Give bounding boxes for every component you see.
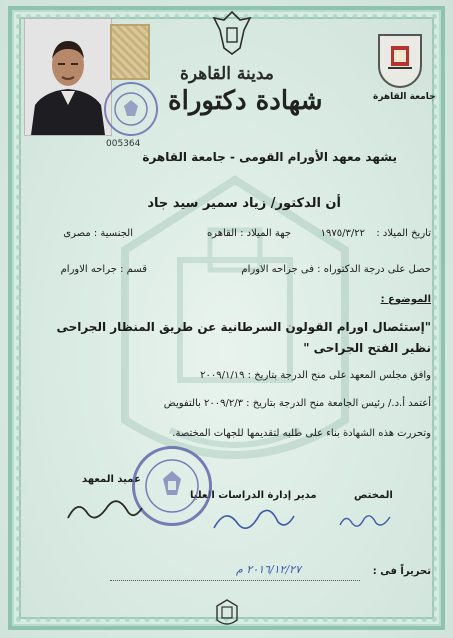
date-dotted-line <box>110 580 360 581</box>
recipient-line: أن الدكتور/ زياد سمير سيد جاد <box>147 196 341 211</box>
university-crest-icon <box>380 38 420 78</box>
signature-specialist-label: المختص <box>354 490 393 501</box>
revenue-stamp <box>110 24 150 80</box>
director-signature <box>208 500 298 540</box>
signature-dean-label: عميد المعهد <box>82 474 141 485</box>
serial-number: 005364 <box>106 139 141 149</box>
title-city: مدينة القاهرة <box>180 64 274 84</box>
place-of-birth: جهة الميلاد : القاهره <box>206 228 291 239</box>
egypt-eagle-icon <box>210 8 254 58</box>
dob-value: ١٩٧٥/٣/٢٢ <box>320 228 365 239</box>
issued-note: وتحررت هذه الشهادة بناء على طلبه لتقديمها للجهات المختصة. <box>172 428 431 439</box>
subject-line-1: "إستئصال اورام القولون السرطانية عن طريق المنظار الجراحى <box>56 320 431 334</box>
dob-label: تاريخ الميلاد : <box>376 228 431 239</box>
president-approval: أعتمد أ.د./ رئيس الجامعة منح الدرجة بتاريخ : ٢٠٠٩/٢/٣ بالتفويض <box>163 398 431 409</box>
stamp-eagle-icon <box>135 449 209 523</box>
written-date: ٢٠١٦/١٢/٢٧ م <box>236 563 301 576</box>
recipient-photo <box>24 18 112 136</box>
university-logo <box>378 34 422 88</box>
nationality: الجنسية : مصرى <box>63 228 133 239</box>
bottom-emblem-icon <box>214 598 240 628</box>
degree-line: حصل على درجة الدكتوراه : فى جراحه الاورام <box>241 264 431 275</box>
subject-label: الموضوع : <box>380 294 431 305</box>
council-approval: وافق مجلس المعهد على منح الدرجة بتاريخ : ٢٠٠٩/١/١٩ <box>200 370 431 381</box>
portrait-icon <box>25 19 111 135</box>
university-logo-caption: جامعة القاهرة <box>373 92 436 102</box>
photo-seal-stamp <box>104 82 158 136</box>
dean-signature <box>64 488 144 528</box>
signature-director-label: مدير إدارة الدراسات العليا <box>190 490 317 501</box>
header-line: يشهد معهد الأورام القومى - جامعة القاهرة <box>142 150 397 164</box>
eagle-emblem-icon <box>108 86 154 132</box>
written-label: تحريراً فى : <box>372 566 431 577</box>
certificate-title: شهادة دكتوراة <box>168 86 323 116</box>
official-round-stamp <box>132 446 212 526</box>
specialist-signature <box>336 505 396 535</box>
department-line: قسم : جراحه الاورام <box>60 264 147 275</box>
subject-line-2: نظير الفتح الجراحى " <box>303 341 431 355</box>
